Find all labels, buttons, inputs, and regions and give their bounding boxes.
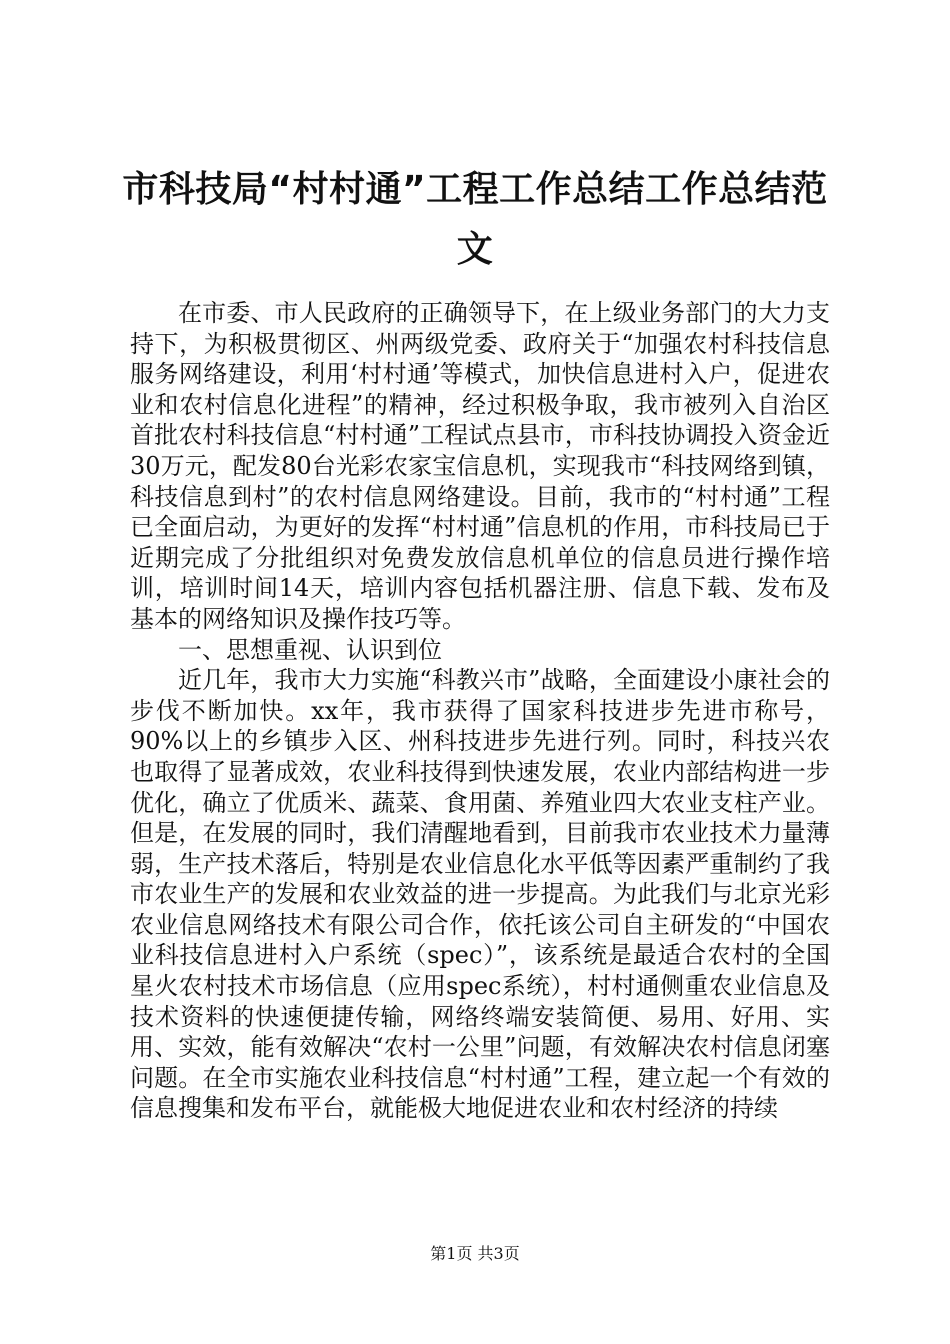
document-body: [130, 298, 830, 1124]
page-number-footer: 第1页 共3页: [430, 1244, 520, 1263]
section-paragraph: 近几年，我市大力实施“科教兴市”战略，全面建设小康社会的步伐不断加快。xx年，我市获得了国家科技进步先进市称号，90%以上的乡镇步入区、州科技进步先进行列。同时，科技兴农也取得了显著成效，农业科技得到快速发展，农业内部结构进一步优化，确立了优质米、蔬菜、食用菌、养殖业四大农业支柱产业。但是，在发展的同时，我们清醒地看到，目前我市农业技术力量薄弱，生产技术落后，特别是农业信息化水平低等因素严重制约了我市农业生产的发展和农业效益的进一步提高。为此我们与北京光彩农业信息网络技术有限公司合作，依托该公司自主研发的“中国农业科技信息进村入户系统（spec）”，该系统是最适合农村的全国星火农村技术市场信息（应用spec系统），村村通侧重农业信息及技术资料的快速便捷传输，网络终端安装简便、易用、好用、实用、实效，能有效解决“农村一公里”问题，有效解决农村信息闭塞问题。在全市实施农业科技信息“村村通”工程，建立起一个有效的信息搜集和发布平台，就能极大地促进农业和农村经济的持续: [130, 666, 830, 1123]
intro-paragraph: 在市委、市人民政府的正确领导下，在上级业务部门的大力支持下，为积极贯彻区、州两级党委、政府关于“加强农村科技信息服务网络建设，利用‘村村通’等模式，加快信息进村入户，促进农业和农村信息化进程”的精神，经过积极争取，我市被列入自治区首批农村科技信息“村村通”工程试点县市，市科技协调投入资金近30万元，配发80台光彩农家宝信息机，实现我市“科技网络到镇，科技信息到村”的农村信息网络建设。目前，我市的“村村通”工程已全面启动，为更好的发挥“村村通”信息机的作用，市科技局已于近期完成了分批组织对免费发放信息机单位的信息员进行操作培训，培训时间14天，培训内容包括机器注册、信息下载、发布及基本的网络知识及操作技巧等。: [130, 299, 830, 633]
document-title: 市科技局“村村通”工程工作总结工作总结范文: [122, 169, 828, 270]
section-heading: 一、思想重视、认识到位: [178, 635, 442, 664]
